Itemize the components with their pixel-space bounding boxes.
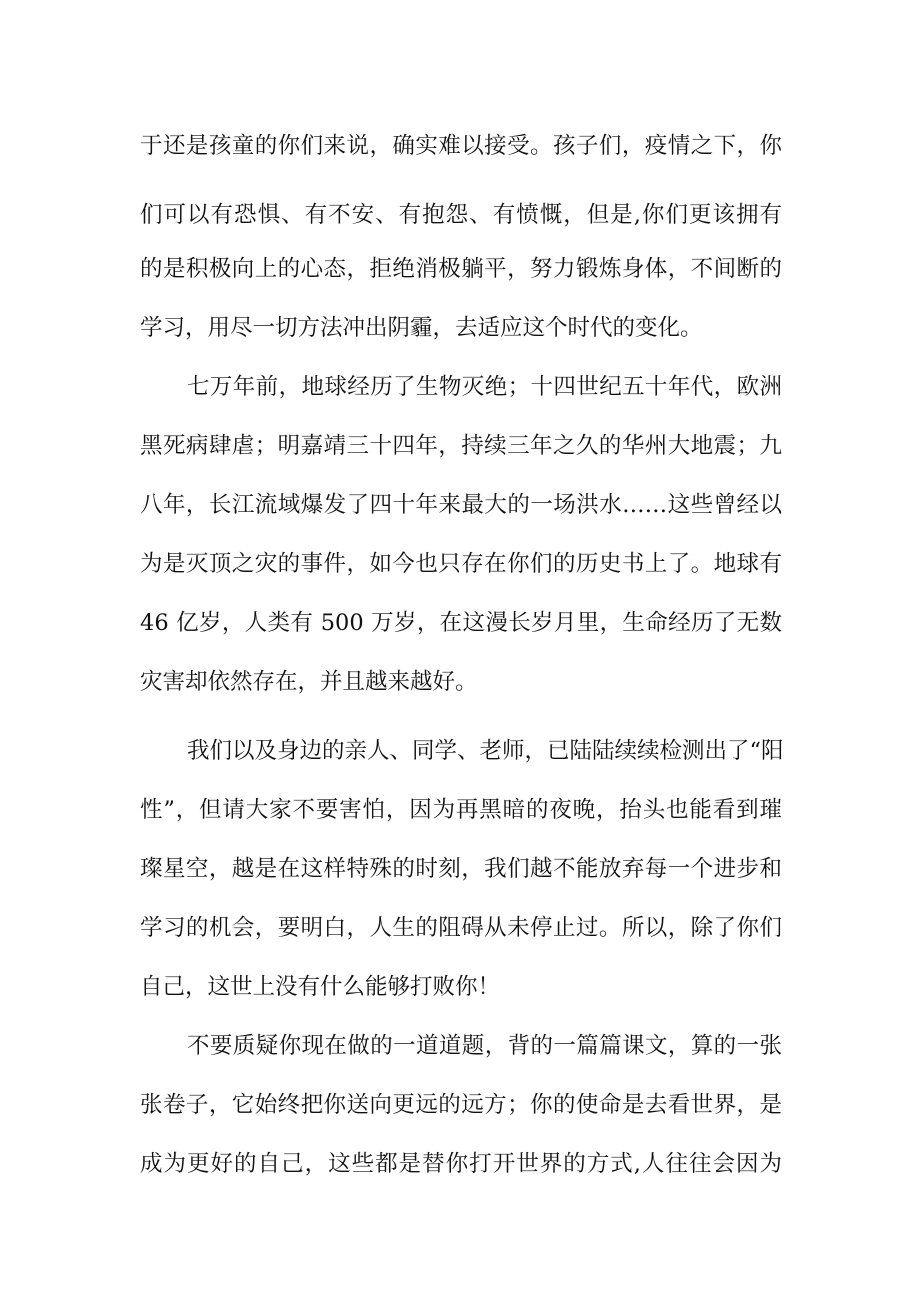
text-line-8: 为是灭顶之灾的事件，如今也只存在你们的历史书上了。地球有 [140, 551, 782, 577]
text-line-13: 璨星空，越是在这样特殊的时刻，我们越不能放弃每一个进步和 [140, 856, 782, 882]
text-line-2: 们可以有恐惧、有不安、有抱怨、有愤慨，但是,你们更该拥有 [140, 202, 782, 228]
paragraph-3-line-1: 我们以及身边的亲人、同学、老师，已陆陆续续检测出了“阳 [187, 738, 784, 764]
text-line-6: 黑死病肆虐；明嘉靖三十四年，持续三年之久的华州大地震；九 [140, 433, 782, 459]
text-line-1: 于还是孩童的你们来说，确实难以接受。孩子们，疫情之下，你 [140, 133, 782, 159]
text-line-12: 性”，但请大家不要害怕，因为再黑暗的夜晚，抬头也能看到璀 [140, 797, 782, 823]
text-line-15: 自己，这世上没有什么能够打败你！ [140, 974, 501, 1000]
text-line-9: 46 亿岁，人类有 500 万岁，在这漫长岁月里，生命经历了无数 [140, 610, 782, 636]
text-line-18: 成为更好的自己，这些都是替你打开世界的方式,人往往会因为 [140, 1151, 782, 1177]
text-line-14: 学习的机会，要明白，人生的阻碍从未停止过。所以，除了你们 [140, 915, 782, 941]
paragraph-2-line-1: 七万年前，地球经历了生物灭绝；十四世纪五十年代，欧洲 [187, 374, 782, 400]
text-line-3: 的是积极向上的心态，拒绝消极躺平，努力锻炼身体，不间断的 [140, 256, 782, 282]
text-line-7: 八年，长江流域爆发了四十年来最大的一场洪水……这些曾经以 [140, 492, 782, 518]
text-line-10: 灾害却依然存在，并且越来越好。 [140, 669, 478, 695]
text-line-17: 张卷子，它始终把你送向更远的远方；你的使命是去看世界，是 [140, 1092, 782, 1118]
text-line-4: 学习，用尽一切方法冲出阴霾，去适应这个时代的变化。 [140, 315, 703, 341]
paragraph-4-line-1: 不要质疑你现在做的一道道题，背的一篇篇课文，算的一张 [187, 1033, 782, 1059]
